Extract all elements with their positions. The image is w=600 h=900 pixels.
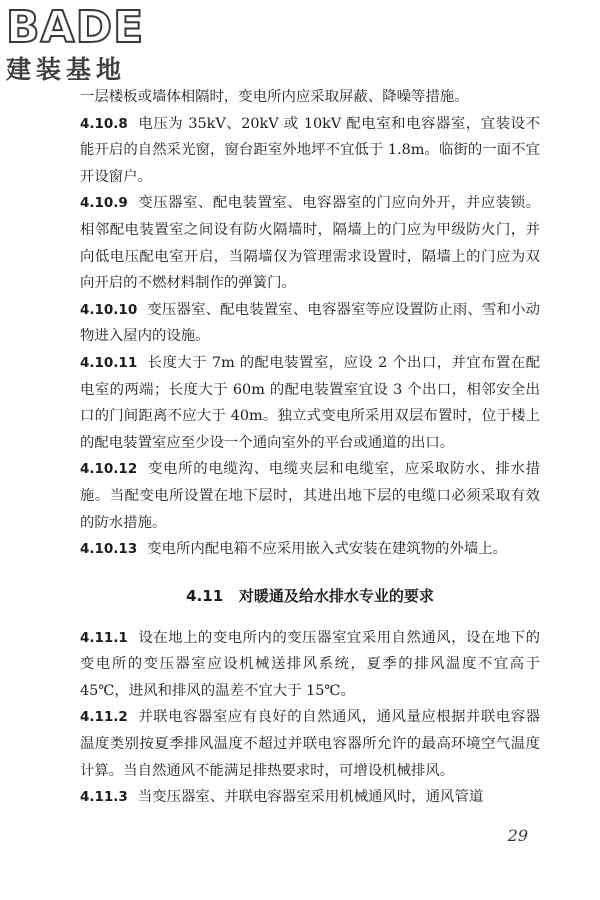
clause-text: 一层楼板或墙体相隔时，变电所内应采取屏蔽、降噪等措施。	[80, 89, 469, 105]
clause-text: 电压为 35kV、20kV 或 10kV 配电室和电容器室，宜装设不能开启的自然采光窗，窗台距室外地坪不宜低于 1.8m。临街的一面不宜开设窗户。	[80, 115, 540, 185]
clause-4-10-9	[80, 190, 540, 296]
clause-4-10-11	[80, 350, 540, 456]
section-title: 对暖通及给水排水专业的要求	[238, 586, 434, 605]
clause-number: 4.10.12	[80, 461, 138, 478]
clause-number: 4.10.10	[80, 301, 138, 318]
clause-number: 4.10.13	[80, 541, 138, 558]
clause-4-10-8	[80, 111, 540, 191]
clause-text: 变电所的电缆沟、电缆夹层和电缆室，应采取防水、排水措施。当配变电所设置在地下层时，其进出地下层的电缆口必须采取有效的防水措施。	[80, 461, 540, 531]
clause-text: 变压器室、配电装置室、电容器室等应设置防止雨、雪和小动物进入屋内的设施。	[80, 301, 540, 345]
clause-4-11-3	[80, 784, 540, 811]
logo-wordmark: BADE	[6, 2, 145, 53]
clause-4-11-2	[80, 704, 540, 784]
paragraphs-bottom	[80, 625, 540, 811]
clause-text: 变压器室、配电装置室、电容器室的门应向外开，并应装锁。相邻配电装置室之间设有防火隔墙时，隔墙上的门应为甲级防火门，并向低电压配电室开启，当隔墙仅为管理需求设置时，隔墙上的门应为双向开启的不燃材料制作的弹簧门。	[80, 195, 540, 292]
logo-subtitle: 建装基地	[6, 55, 127, 84]
clause-cont	[80, 84, 540, 111]
clause-number: 4.10.11	[80, 354, 138, 371]
logo	[6, 2, 176, 96]
clause-text: 长度大于 7m 的配电装置室，应设 2 个出口，并宜布置在配电室的两端；长度大于 60m 的配电装置室宜设 3 个出口，相邻安全出口的门间距离不应大于 40m。独立式变电所采用双层布置时，位于楼上的配电装置室应至少设一个通向室外的平台或通道的出口。	[80, 354, 540, 451]
clause-number: 4.11.2	[80, 709, 128, 726]
clause-text: 变电所内配电箱不应采用嵌入式安装在建筑物的外墙上。	[147, 541, 508, 558]
section-heading	[80, 583, 540, 609]
clause-4-10-13	[80, 536, 540, 563]
clause-4-10-10	[80, 297, 540, 350]
clause-4-11-1	[80, 625, 540, 705]
clause-text: 当变压器室、并联电容器室采用机械通风时，通风管道	[137, 789, 484, 806]
section-number: 4.11	[186, 586, 224, 605]
clause-number: 4.11.3	[80, 789, 128, 806]
clause-text: 设在地上的变电所内的变压器室宜采用自然通风，设在地下的变电所的变压器室应设机械送排风系统，夏季的排风温度不宜高于 45℃，进风和排风的温差不宜大于 15℃。	[80, 629, 540, 699]
page-number: 29	[507, 826, 528, 845]
clause-number: 4.10.8	[80, 115, 128, 132]
page-content	[80, 84, 540, 811]
paragraphs-top	[80, 84, 540, 563]
clause-number: 4.11.1	[80, 629, 128, 646]
clause-number: 4.10.9	[80, 195, 128, 212]
clause-4-10-12	[80, 456, 540, 536]
clause-text: 并联电容器室应有良好的自然通风，通风量应根据并联电容器温度类别按夏季排风温度不超过并联电容器所允许的最高环境空气温度计算。当自然通风不能满足排热要求时，可增设机械排风。	[80, 709, 540, 779]
